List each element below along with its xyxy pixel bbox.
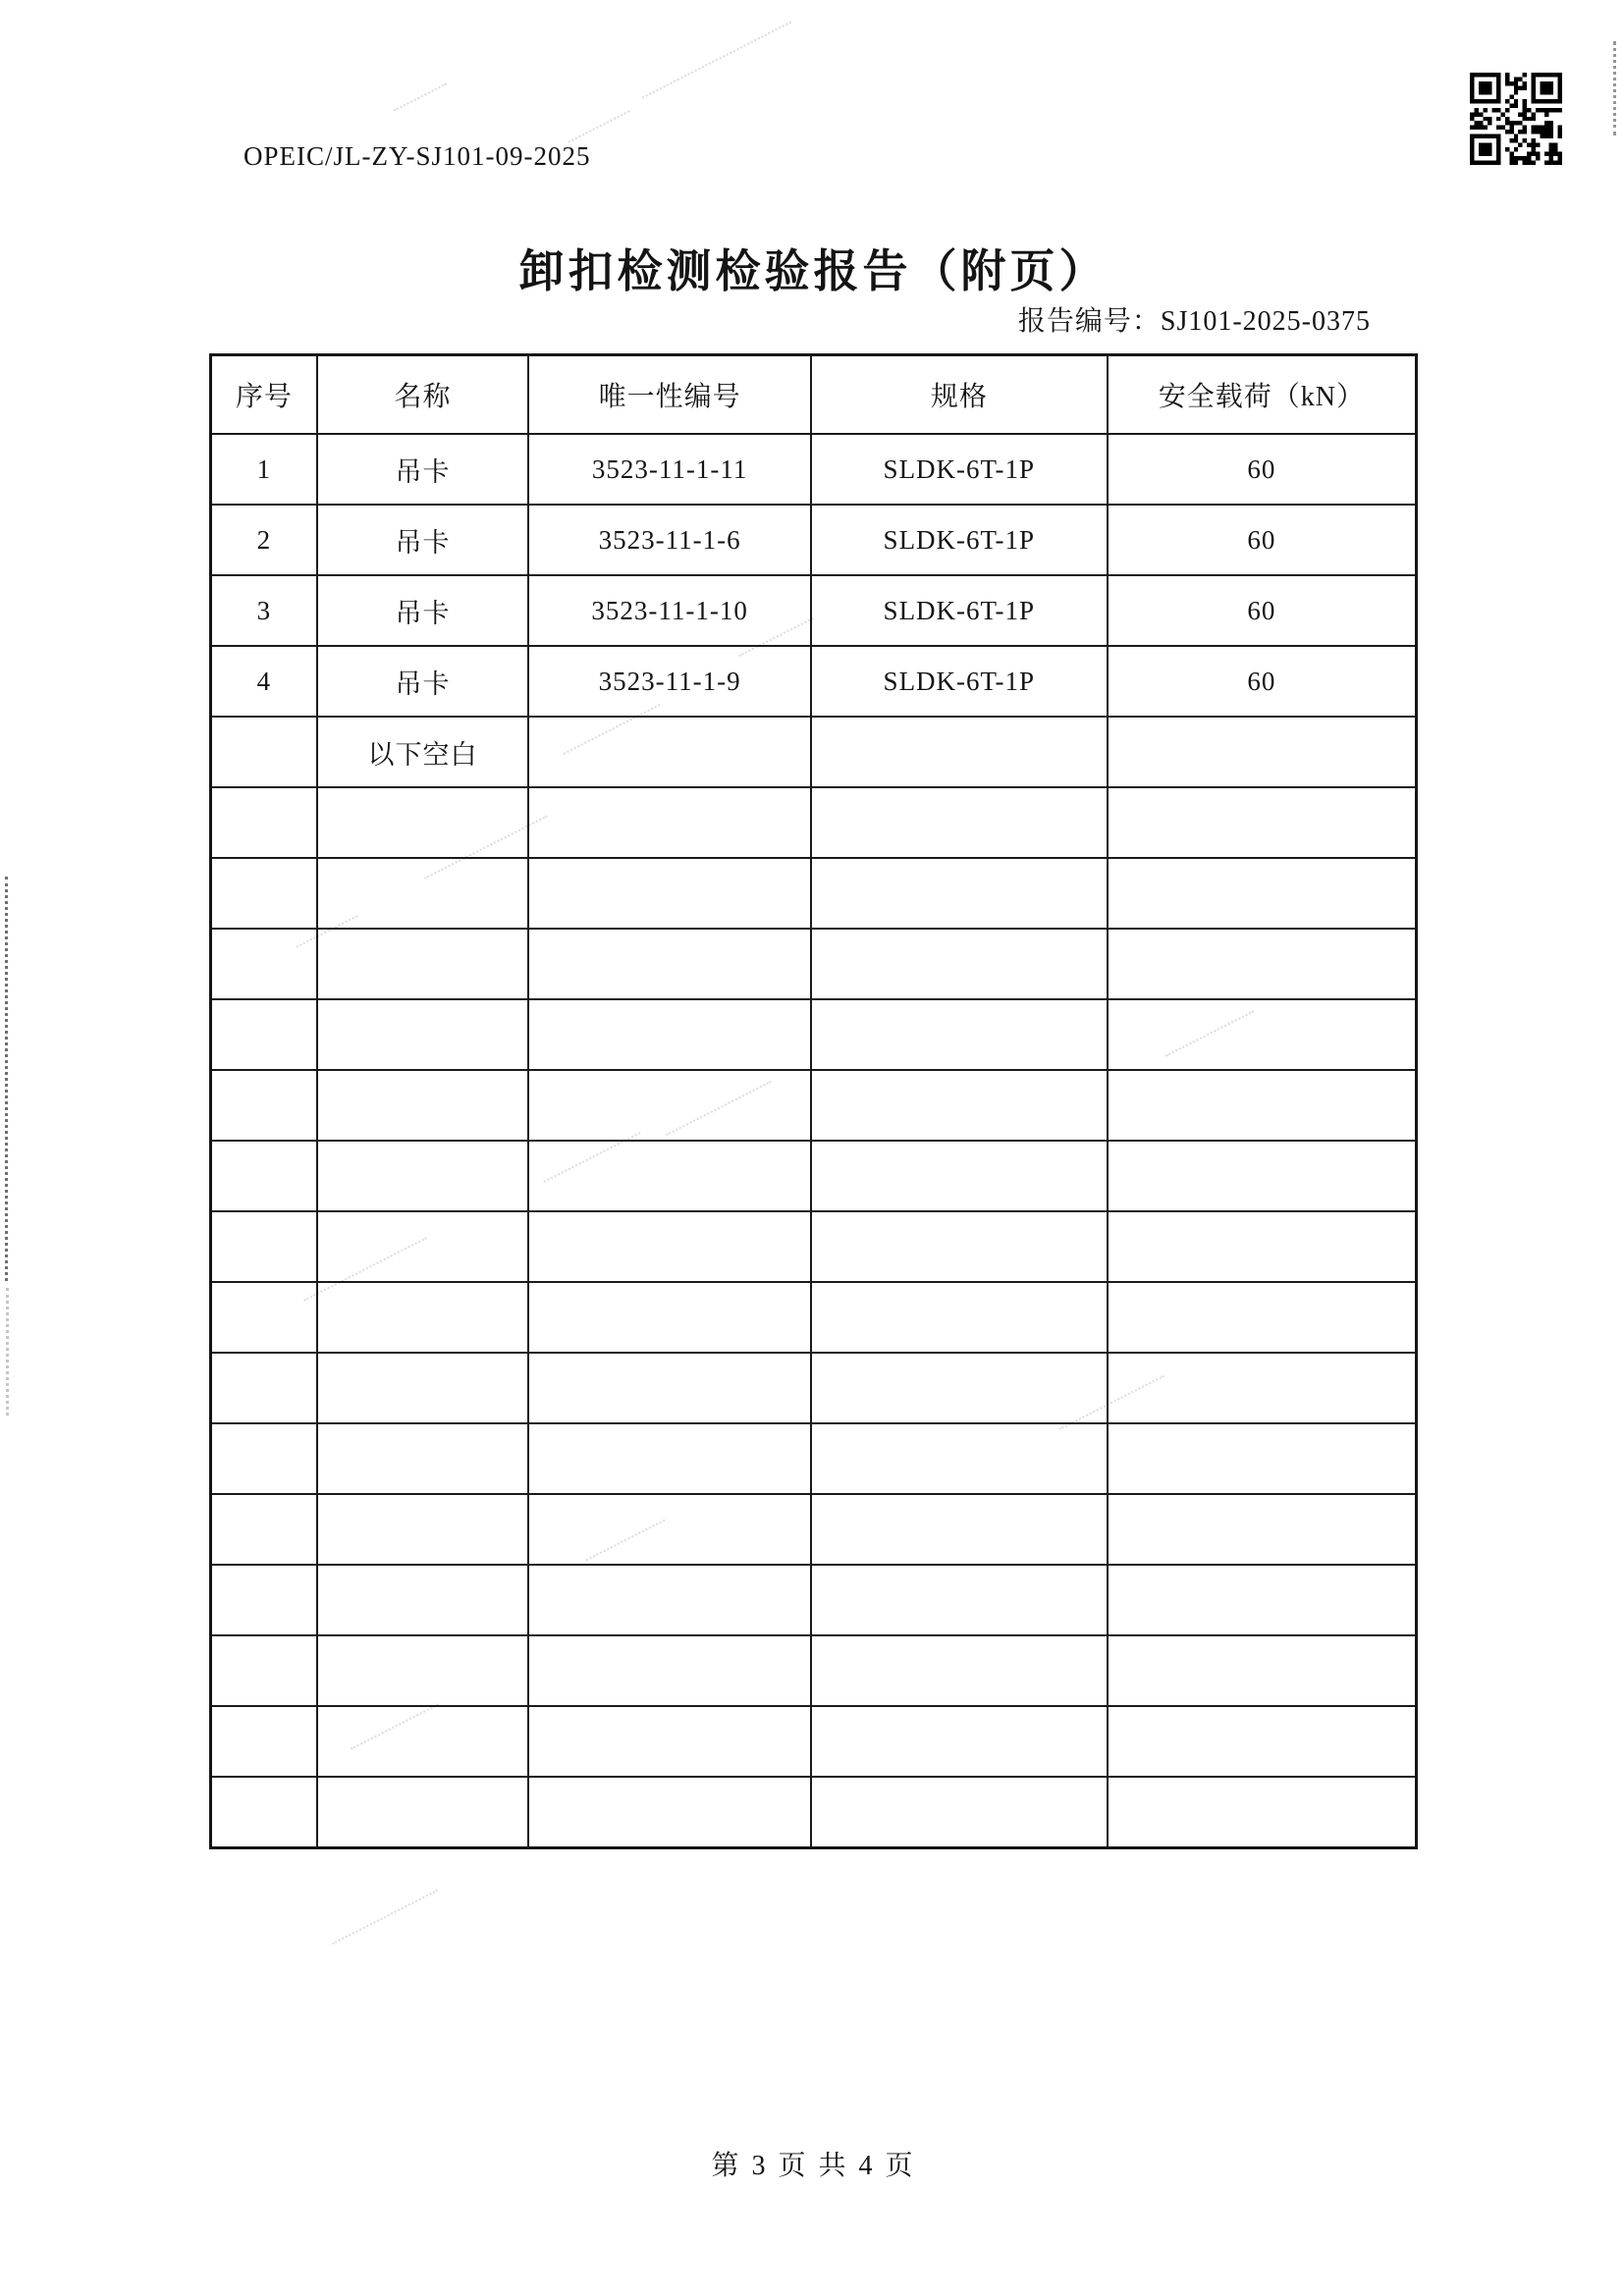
column-header: 安全载荷（kN） [1108,355,1417,435]
table-row [211,434,1417,505]
table-cell [211,1141,317,1211]
table-cell [1108,787,1417,858]
table-row [211,858,1417,929]
table-cell [811,929,1108,999]
table-cell [811,1565,1108,1635]
table-cell: SLDK-6T-1P [811,505,1108,575]
table-cell [317,1706,529,1777]
table-cell [528,1070,811,1141]
table-cell [811,1282,1108,1353]
table-cell [528,1635,811,1706]
items-table-wrapper [209,353,1418,1849]
table-cell [1108,858,1417,929]
table-cell [317,1353,529,1423]
table-cell [1108,1494,1417,1565]
table-cell [1108,1777,1417,1848]
table-cell [317,1070,529,1141]
table-cell [528,1706,811,1777]
table-cell [211,1565,317,1635]
table-cell [211,1777,317,1848]
table-cell [528,787,811,858]
table-cell [211,1494,317,1565]
table-cell: 60 [1108,434,1417,505]
items-table [209,353,1418,1849]
table-cell [1108,999,1417,1070]
table-cell: 以下空白 [317,717,529,787]
table-cell [1108,1141,1417,1211]
table-row [211,1565,1417,1635]
table-cell [528,999,811,1070]
table-cell [528,717,811,787]
table-cell [1108,1565,1417,1635]
scan-artifact [332,1890,438,1945]
table-cell [528,1777,811,1848]
table-cell [811,1353,1108,1423]
table-cell [1108,1282,1417,1353]
table-cell [811,1777,1108,1848]
table-cell [317,1423,529,1494]
table-cell: 3523-11-1-11 [528,434,811,505]
table-row [211,646,1417,717]
table-row [211,1706,1417,1777]
table-cell [811,1706,1108,1777]
table-cell [528,1423,811,1494]
table-cell: SLDK-6T-1P [811,434,1108,505]
table-cell [1108,929,1417,999]
scan-artifact [568,110,629,143]
table-row [211,999,1417,1070]
column-header: 唯一性编号 [528,355,811,435]
page-number: 第 3 页 共 4 页 [711,2151,916,2181]
table-cell: 吊卡 [317,434,529,505]
scan-artifact [642,22,791,99]
report-number [1018,299,1371,339]
table-row [211,1070,1417,1141]
table-cell: 3523-11-1-9 [528,646,811,717]
table-cell [211,787,317,858]
table-row [211,929,1417,999]
scan-artifact [1613,41,1616,135]
table-row [211,1777,1417,1848]
table-cell [811,1070,1108,1141]
table-row [211,1211,1417,1282]
table-cell [811,717,1108,787]
table-cell [1108,1353,1417,1423]
table-row [211,1141,1417,1211]
table-cell [528,1565,811,1635]
column-header: 序号 [211,355,317,435]
table-cell [528,1494,811,1565]
table-cell: 吊卡 [317,646,529,717]
table-cell [211,929,317,999]
table-cell [317,929,529,999]
table-row [211,1635,1417,1706]
table-cell [1108,1635,1417,1706]
table-cell [528,929,811,999]
table-cell: 60 [1108,575,1417,646]
table-cell: 4 [211,646,317,717]
table-cell [211,717,317,787]
column-header: 名称 [317,355,529,435]
table-cell: SLDK-6T-1P [811,575,1108,646]
table-row [211,787,1417,858]
table-cell [317,1494,529,1565]
table-header-row [211,355,1417,435]
table-cell: 60 [1108,646,1417,717]
table-cell [1108,1211,1417,1282]
table-cell [1108,1706,1417,1777]
table-cell [811,1211,1108,1282]
table-cell [317,858,529,929]
table-cell [211,858,317,929]
table-cell: 3523-11-1-10 [528,575,811,646]
scan-artifact [6,1288,9,1415]
table-cell [811,1423,1108,1494]
table-cell: 1 [211,434,317,505]
page-title: 卸扣检测检验报告（附页） [518,246,1109,296]
table-cell [317,1211,529,1282]
table-row [211,1494,1417,1565]
table-cell: 2 [211,505,317,575]
document-code: OPEIC/JL-ZY-SJ101-09-2025 [244,141,591,171]
table-cell [528,1211,811,1282]
table-cell: SLDK-6T-1P [811,646,1108,717]
table-cell [211,1211,317,1282]
table-cell [811,858,1108,929]
table-row [211,717,1417,787]
table-cell [811,787,1108,858]
report-number-value: SJ101-2025-0375 [1160,306,1371,337]
table-cell [211,1070,317,1141]
table-cell [528,1141,811,1211]
table-cell [528,858,811,929]
table-row [211,575,1417,646]
table-cell [1108,1070,1417,1141]
table-cell [317,1141,529,1211]
table-cell [317,1282,529,1353]
table-cell [1108,717,1417,787]
table-row [211,1353,1417,1423]
table-cell [528,1353,811,1423]
table-cell [211,1706,317,1777]
table-cell: 3 [211,575,317,646]
scan-artifact [5,877,8,1281]
table-cell [317,787,529,858]
table-row [211,1423,1417,1494]
table-cell [317,1635,529,1706]
table-cell [528,1282,811,1353]
table-cell [811,1494,1108,1565]
table-cell [211,999,317,1070]
table-cell: 3523-11-1-6 [528,505,811,575]
column-header: 规格 [811,355,1108,435]
table-cell [211,1282,317,1353]
table-cell [811,999,1108,1070]
table-cell [1108,1423,1417,1494]
table-cell: 60 [1108,505,1417,575]
table-cell [211,1423,317,1494]
table-cell: 吊卡 [317,575,529,646]
table-cell [811,1635,1108,1706]
table-row [211,505,1417,575]
table-cell [317,1777,529,1848]
qr-code-icon [1470,73,1562,165]
table-cell [811,1141,1108,1211]
report-number-label: 报告编号： [1017,306,1161,337]
table-cell: 吊卡 [317,505,529,575]
table-cell [317,1565,529,1635]
table-cell [211,1353,317,1423]
table-cell [211,1635,317,1706]
table-row [211,1282,1417,1353]
table-cell [317,999,529,1070]
scan-artifact [394,82,447,111]
